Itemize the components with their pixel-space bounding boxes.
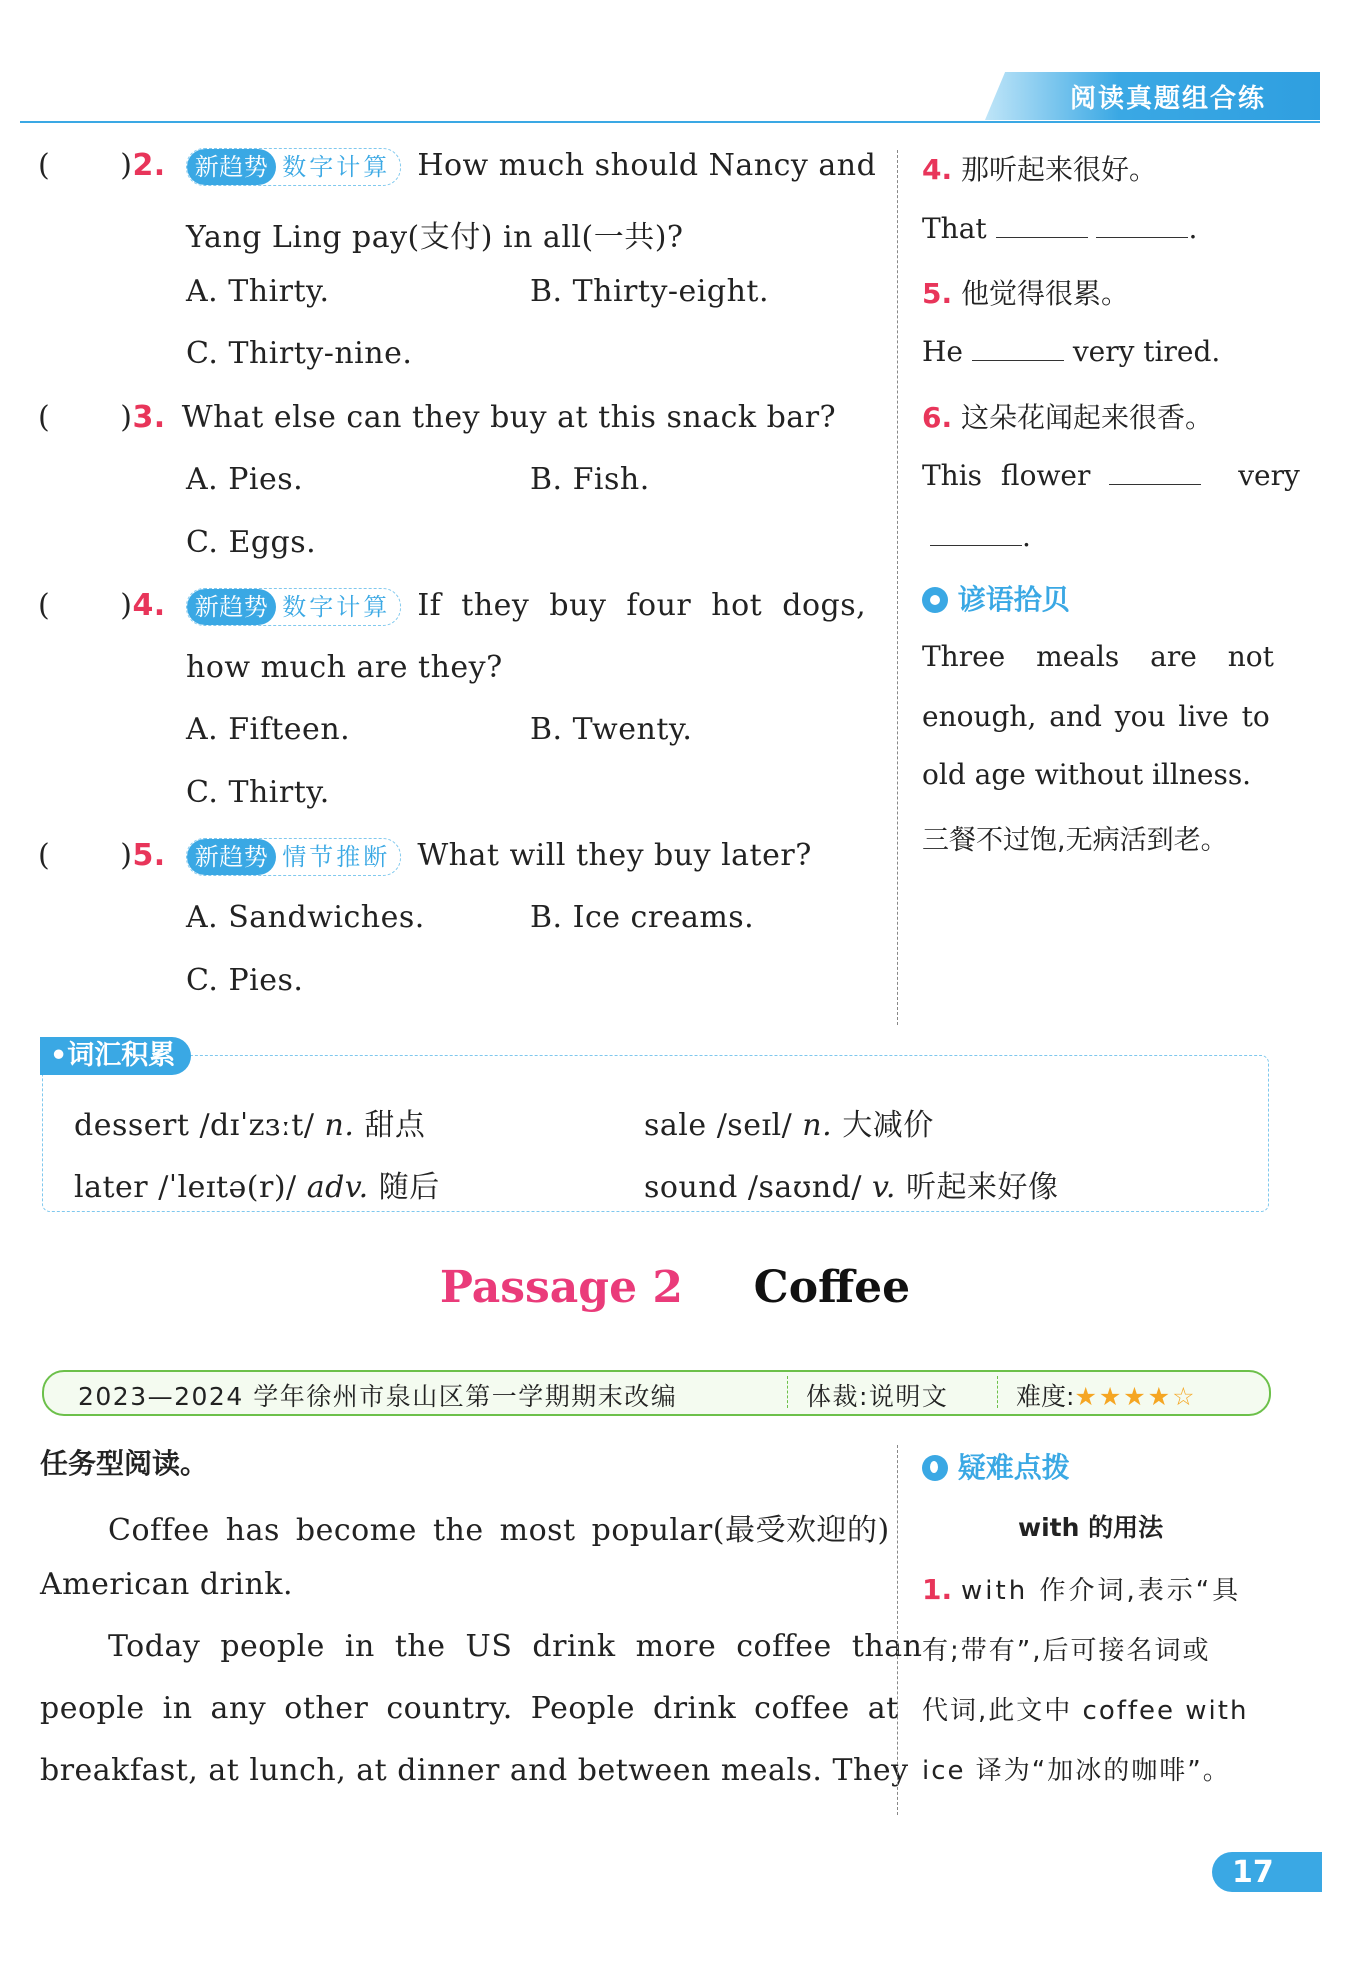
option-3b: B. Fish. [530, 462, 650, 497]
translate-4: 4. 那听起来很好。 [922, 153, 1158, 186]
translate-6-answer-line2: . [930, 520, 1031, 553]
task-line-3: Today people in the US drink more coffee than [108, 1629, 923, 1664]
tips-icon [922, 1455, 948, 1481]
option-5c: C. Pies. [186, 963, 304, 998]
vocab-item-later: later /ˈleɪtə(r)/ adv. 随后 [74, 1170, 440, 1205]
translate-4-answer: That . [922, 212, 1198, 245]
question-2: ( )2. 新趋势 数字计算 How much should Nancy and [38, 148, 876, 186]
option-4a: A. Fifteen. [186, 712, 351, 747]
header-line [20, 121, 1320, 123]
vocab-item-sound: sound /saʊnd/ v. 听起来好像 [644, 1170, 1059, 1205]
vocab-item-dessert: dessert /dɪˈzɜːt/ n. 甜点 [74, 1108, 426, 1143]
option-5b: B. Ice creams. [530, 900, 755, 935]
passage-title: Coffee [753, 1262, 911, 1313]
tips-title: 疑难点拨 [922, 1446, 1070, 1486]
tips-line-1: 1. with 作介词,表示“具 [922, 1573, 1242, 1606]
proverb-title: 谚语拾贝 [922, 578, 1070, 618]
tag-trend: 新趋势 情节推断 [186, 838, 402, 876]
question-2-line2: Yang Ling pay(支付) in all(一共)? [186, 220, 684, 255]
option-4b: B. Twenty. [530, 712, 693, 747]
option-3c: C. Eggs. [186, 525, 317, 560]
vocab-item-sale: sale /seɪl/ n. 大减价 [644, 1108, 934, 1143]
tag-trend: 新趋势 数字计算 [186, 148, 402, 186]
tips-subtitle: with 的用法 [1018, 1513, 1164, 1542]
task-line-4: people in any other country. People drink coffee at [40, 1691, 899, 1726]
proverb-cn: 三餐不过饱,无病活到老。 [922, 825, 1228, 856]
option-5a: A. Sandwiches. [186, 900, 425, 935]
translate-6: 6. 这朵花闻起来很香。 [922, 401, 1214, 434]
question-3: ( )3. What else can they buy at this snack bar? [38, 400, 837, 435]
header-title: 阅读真题组合练 [1070, 84, 1267, 114]
info-source: 2023—2024 学年徐州市泉山区第一学期期末改编 [78, 1382, 678, 1411]
translate-5-answer: He very tired. [922, 335, 1221, 368]
passage-label: Passage 2 [439, 1262, 684, 1313]
difficulty-stars: ★★★★☆ [1074, 1382, 1197, 1411]
column-divider [897, 150, 898, 1025]
vocab-title: •词汇积累 [40, 1037, 191, 1075]
option-2c: C. Thirty-nine. [186, 336, 413, 371]
column-divider-bottom [897, 1445, 898, 1815]
tips-line-3: 代词,此文中 coffee with [922, 1696, 1249, 1726]
question-5: ( )5. 新趋势 情节推断 What will they buy later? [38, 838, 812, 876]
task-line-5: breakfast, at lunch, at dinner and between meals. They [40, 1753, 909, 1788]
option-3a: A. Pies. [186, 462, 304, 497]
option-4c: C. Thirty. [186, 775, 330, 810]
proverb-line-2: enough, and you live to [922, 700, 1270, 733]
tips-line-2: 有;带有”,后可接名词或 [922, 1636, 1211, 1666]
info-difficulty: 难度:★★★★☆ [1016, 1382, 1197, 1411]
task-line-1: Coffee has become the most popular(最受欢迎的) [108, 1513, 890, 1548]
translate-5: 5. 他觉得很累。 [922, 277, 1130, 310]
proverb-icon [922, 587, 948, 613]
task-title: 任务型阅读。 [40, 1447, 209, 1480]
proverb-line-1: Three meals are not [922, 640, 1274, 673]
info-genre: 体裁:说明文 [806, 1382, 949, 1411]
translate-6-answer: This flower very [922, 459, 1300, 492]
info-sep-2 [997, 1376, 998, 1408]
option-2a: A. Thirty. [186, 274, 330, 309]
tips-line-4: ice 译为“加冰的咖啡”。 [922, 1756, 1231, 1786]
task-line-2: American drink. [40, 1567, 294, 1602]
tag-trend: 新趋势 数字计算 [186, 588, 402, 626]
proverb-line-3: old age without illness. [922, 758, 1252, 791]
option-2b: B. Thirty-eight. [530, 274, 769, 309]
question-4: ( )4. 新趋势 数字计算 If they buy four hot dogs, [38, 588, 866, 626]
question-4-line2: how much are they? [186, 650, 503, 685]
passage-heading [0, 1262, 1350, 1313]
info-sep-1 [787, 1376, 788, 1408]
page-number: 17 [1232, 1855, 1274, 1890]
